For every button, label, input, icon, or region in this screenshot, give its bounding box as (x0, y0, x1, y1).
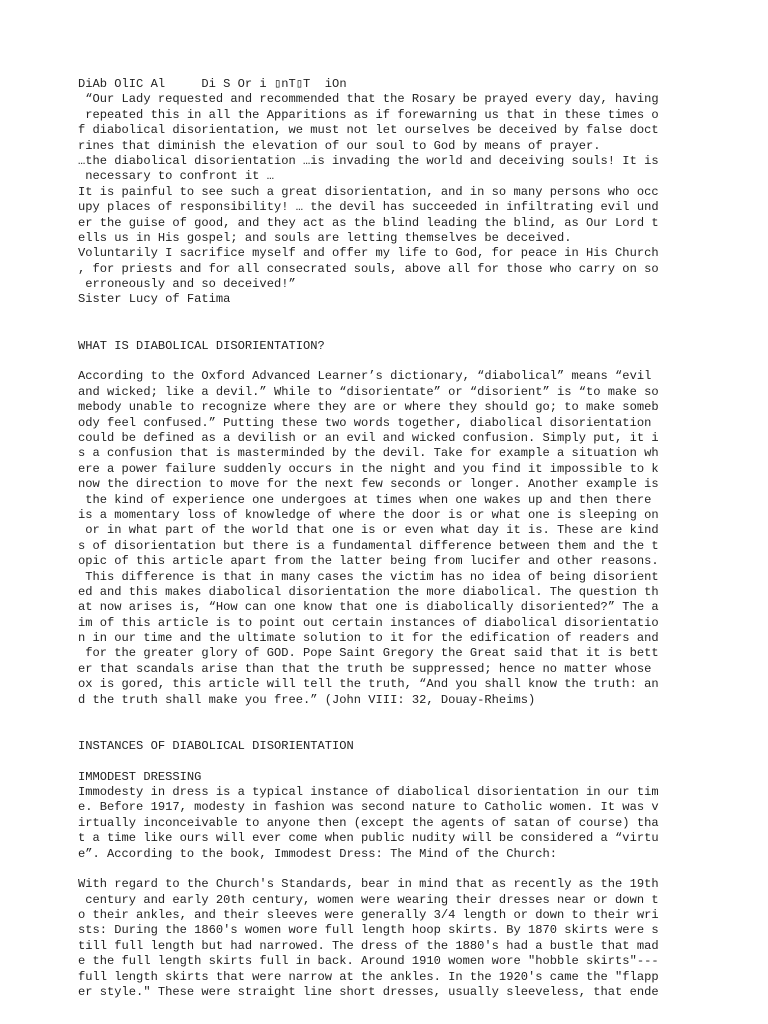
text-line: f diabolical disorientation, we must not let ourselves be deceived by false doct (78, 123, 659, 138)
text-line: mebody unable to recognize where they are or where they should go; to make someb (78, 400, 659, 415)
text-line: repeated this in all the Apparitions as if forewarning us that in these times o (78, 107, 659, 122)
text-line: could be defined as a devilish or an evil and wicked confusion. Simply put, it i (78, 430, 659, 445)
text-line: er that scandals arise than that the truth be suppressed; hence no matter whose (78, 661, 652, 676)
text-line: necessary to confront it … (78, 169, 274, 184)
text-line: , for priests and for all consecrated souls, above all for those who carry on so (78, 261, 659, 276)
text-line (78, 323, 659, 338)
text-line: till full length but had narrowed. The dress of the 1880's had a bustle that mad (78, 938, 659, 953)
text-line: t a time like ours will ever come when public nudity will be considered a “virtu (78, 831, 659, 846)
text-line: sts: During the 1860's women wore full length hoop skirts. By 1870 skirts were s (78, 923, 659, 938)
text-line (78, 354, 659, 369)
text-line (78, 862, 659, 877)
text-line: With regard to the Church's Standards, bear in mind that as recently as the 19th (78, 877, 659, 892)
text-line: erroneously and so deceived!” (78, 277, 296, 292)
text-line: the kind of experience one undergoes at times when one wakes up and then there (78, 492, 652, 507)
text-line: is a momentary loss of knowledge of where the door is or what one is sleeping on (78, 507, 659, 522)
text-line: According to the Oxford Advanced Learner’s dictionary, “diabolical” means “evil (78, 369, 652, 384)
text-line: “Our Lady requested and recommended that the Rosary be prayed every day, having (78, 92, 659, 107)
text-line: upy places of responsibility! … the devil has succeeded in infiltrating evil und (78, 200, 659, 215)
text-line (78, 723, 659, 738)
text-line: now the direction to move for the next few seconds or longer. Another example is (78, 477, 659, 492)
text-line: o their ankles, and their sleeves were generally 3/4 length or down to their wri (78, 908, 659, 923)
text-line: at now arises is, “How can one know that one is diabolically disoriented?” The a (78, 600, 659, 615)
text-line: full length skirts that were narrow at the ankles. In the 1920's came the "flapp (78, 969, 659, 984)
text-line: It is painful to see such a great disorientation, and in so many persons who occ (78, 184, 659, 199)
text-line: s a confusion that is masterminded by the devil. Take for example a situation wh (78, 446, 659, 461)
text-line: e the full length skirts full in back. Around 1910 women wore "hobble skirts"--- (78, 954, 659, 969)
section-heading-instances: INSTANCES OF DIABOLICAL DISORIENTATION (78, 738, 354, 753)
text-line: Voluntarily I sacrifice myself and offer my life to God, for peace in His Church (78, 246, 659, 261)
text-line: e. Before 1917, modesty in fashion was second nature to Catholic women. It was v (78, 800, 659, 815)
text-line: ells us in His gospel; and souls are letting themselves be deceived. (78, 230, 572, 245)
text-line: ed and this makes diabolical disorientation the more diabolical. The question th (78, 584, 659, 599)
text-line: ody feel confused.” Putting these two words together, diabolical disorientation (78, 415, 652, 430)
text-line (78, 708, 659, 723)
text-line: d the truth shall make you free.” (John VIII: 32, Douay-Rheims) (78, 692, 536, 707)
text-line: s of disorientation but there is a fundamental difference between them and the t (78, 538, 659, 553)
text-line: ere a power failure suddenly occurs in the night and you find it impossible to k (78, 461, 659, 476)
text-line: and wicked; like a devil.” While to “disorientate” or “disorient” is “to make so (78, 384, 659, 399)
text-line: opic of this article apart from the latter being from lucifer and other reasons. (78, 554, 659, 569)
text-line: This difference is that in many cases the victim has no idea of being disorient (78, 569, 659, 584)
text-line (78, 754, 659, 769)
text-line (78, 308, 659, 323)
text-line: er the guise of good, and they act as the blind leading the blind, as Our Lord t (78, 215, 659, 230)
text-line: n in our time and the ultimate solution to it for the edification of readers and (78, 631, 659, 646)
text-line: century and early 20th century, women were wearing their dresses near or down t (78, 892, 659, 907)
subsection-heading-immodest-dressing: IMMODEST DRESSING (78, 769, 202, 784)
document-text (78, 77, 659, 1000)
text-line: or in what part of the world that one is or even what day it is. These are kind (78, 523, 659, 538)
quote-attribution: Sister Lucy of Fatima (78, 292, 231, 307)
text-line: e”. According to the book, Immodest Dress: The Mind of the Church: (78, 846, 557, 861)
text-line: ox is gored, this article will tell the truth, “And you shall know the truth: an (78, 677, 659, 692)
text-line: er style." These were straight line short dresses, usually sleeveless, that ende (78, 985, 659, 1000)
text-line: rines that diminish the elevation of our soul to God by means of prayer. (78, 138, 601, 153)
text-line: …the diabolical disorientation …is invading the world and deceiving souls! It is (78, 153, 659, 168)
text-line: irtually inconceivable to anyone then (except the agents of satan of course) tha (78, 815, 659, 830)
document-title: DiAb OlIC Al Di S Or i ▯nT▯T iOn (78, 77, 347, 91)
text-line: Immodesty in dress is a typical instance of diabolical disorientation in our tim (78, 784, 659, 799)
text-line: for the greater glory of GOD. Pope Saint Gregory the Great said that it is bett (78, 646, 659, 661)
section-heading-what-is: WHAT IS DIABOLICAL DISORIENTATION? (78, 338, 325, 353)
text-line: im of this article is to point out certain instances of diabolical disorientatio (78, 615, 659, 630)
